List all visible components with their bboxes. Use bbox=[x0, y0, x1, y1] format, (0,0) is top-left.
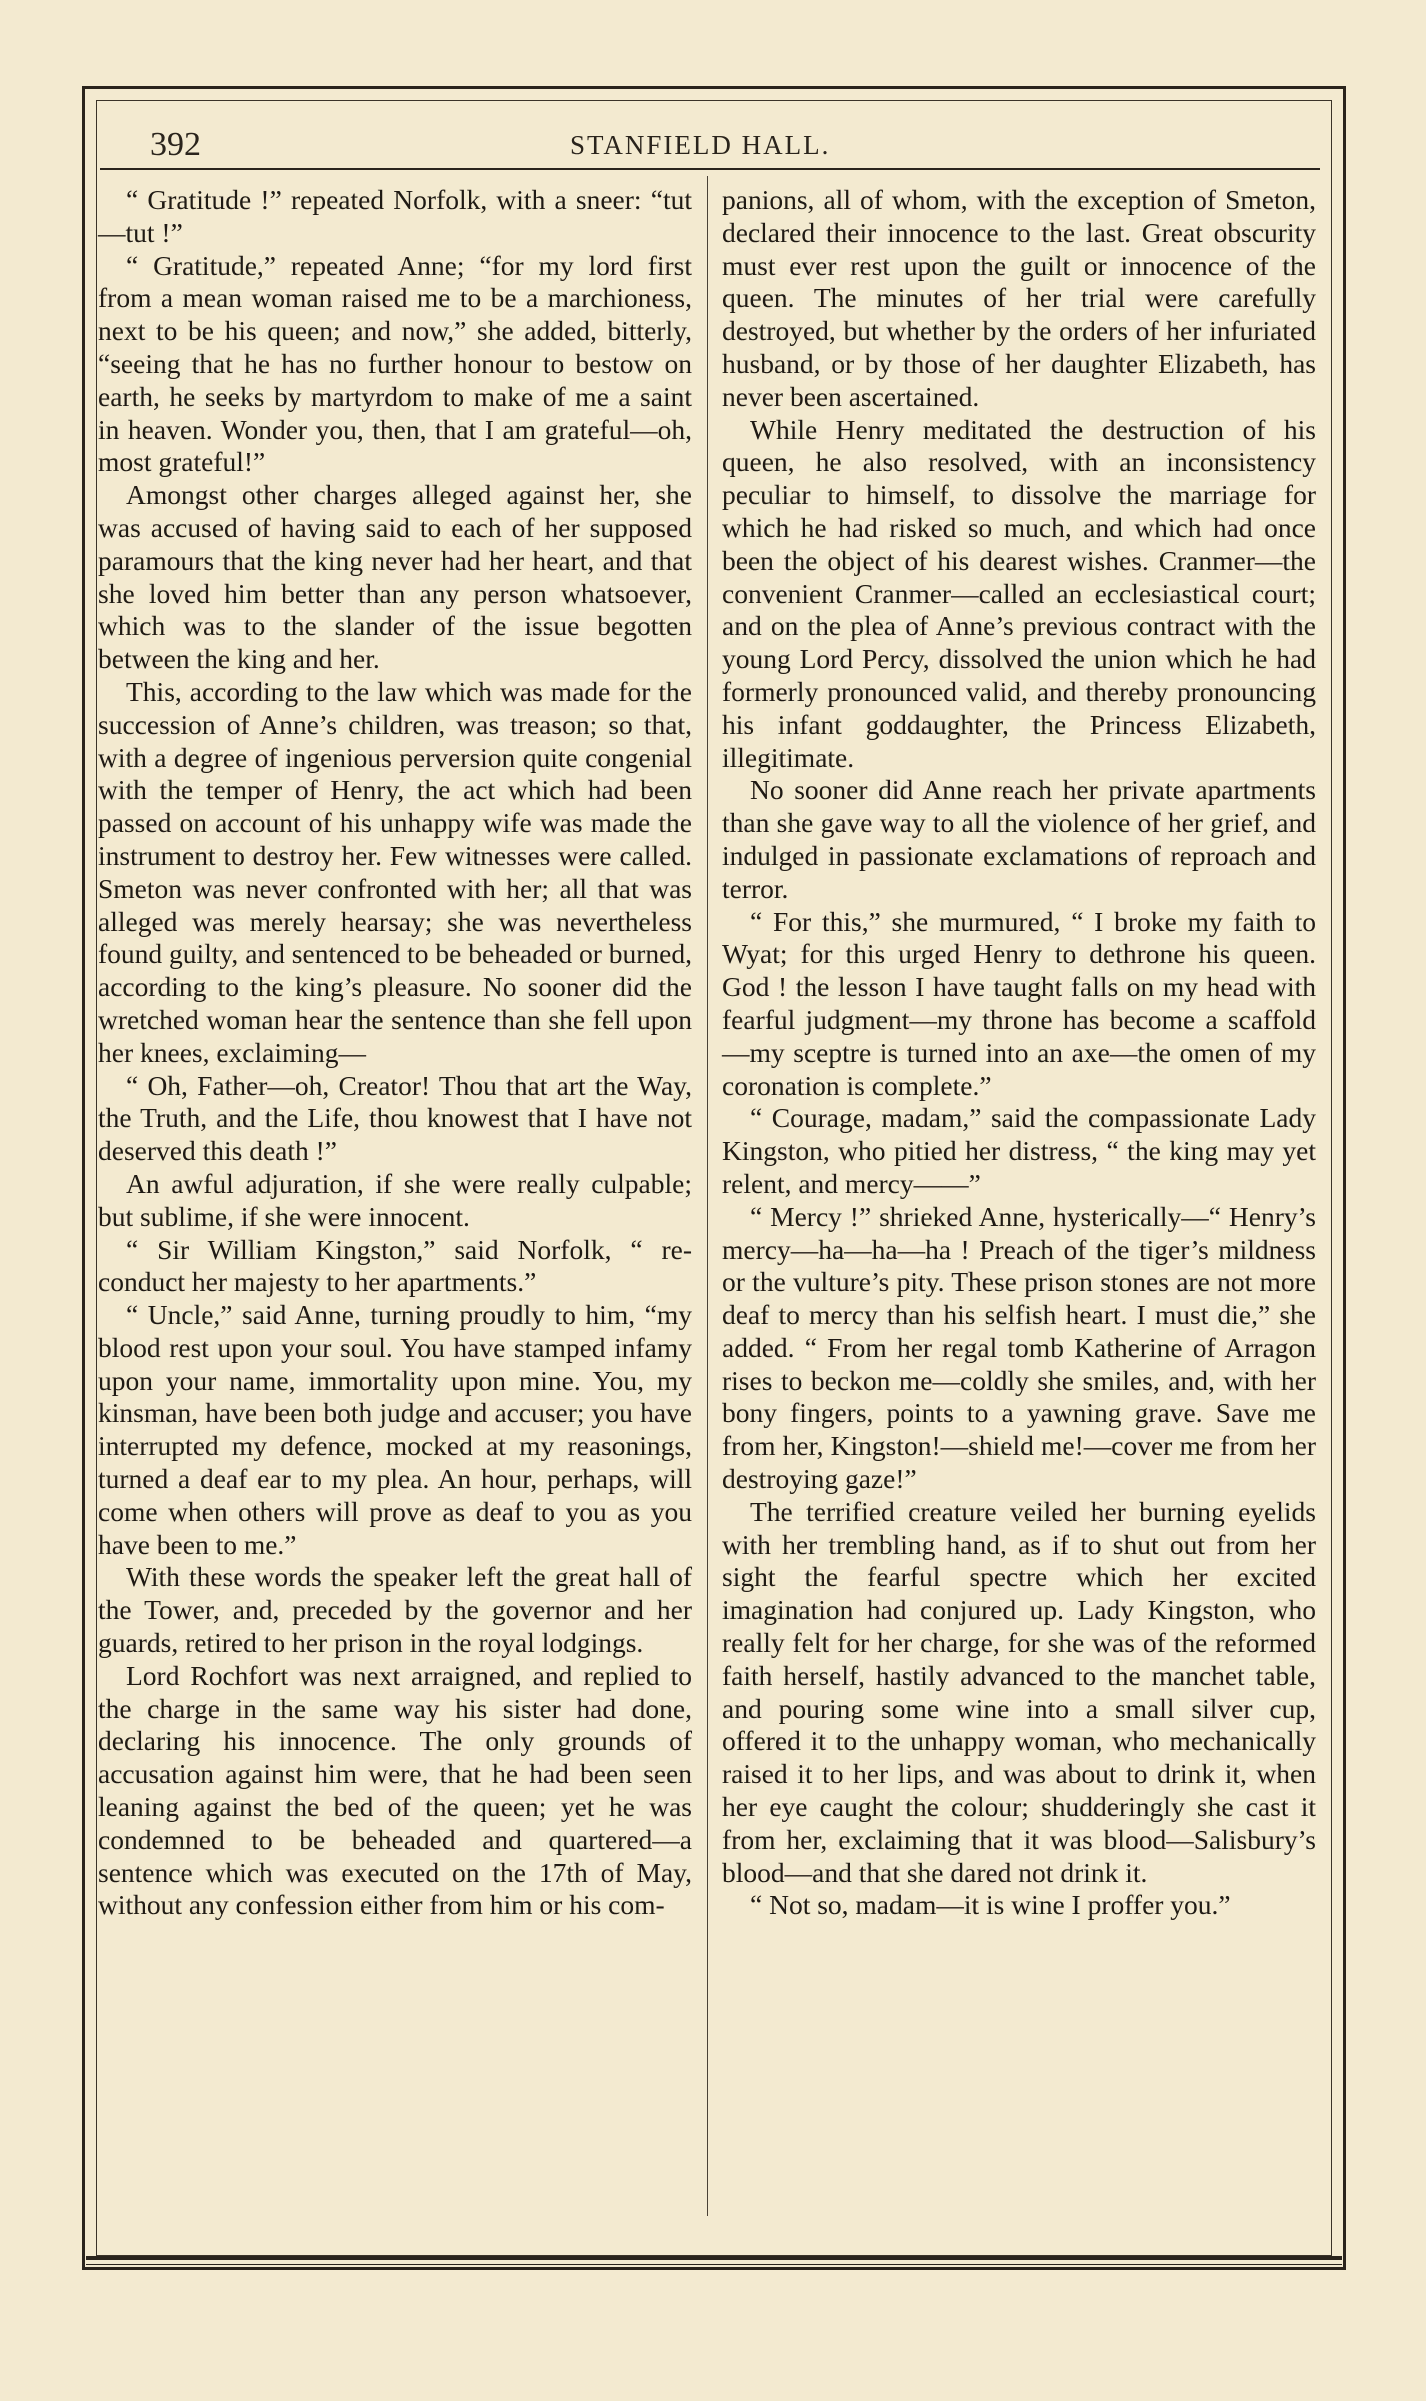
paragraph: No sooner did Anne reach her private apartments than she gave way to all the violence of her grief, and indulged in passionate exclamations of reproach and terror. bbox=[722, 774, 1316, 904]
right-column bbox=[722, 184, 1316, 1922]
page-header bbox=[150, 120, 1330, 164]
bottom-rule-thin bbox=[86, 2264, 1342, 2265]
paragraph: “ Courage, madam,” said the compassionate Lady Kingston, who pitied her distress, “ the king may yet relent, and mercy——” bbox=[722, 1102, 1316, 1199]
paragraph: While Henry meditated the destruction of his queen, he also resolved, with an inconsistency peculiar to himself, to dissolve the marriage for which he had risked so much, and which had once been the object of his dearest wishes. Cranmer—the convenient Cranmer—called an ecclesiastical court; and on the plea of Anne’s previous contract with the young Lord Percy, dissolved the union which he had formerly pronounced valid, and thereby pronouncing his infant goddaughter, the Princess Elizabeth, illegitimate. bbox=[722, 413, 1316, 773]
paragraph: “ Oh, Father—oh, Creator! Thou that art the Way, the Truth, and the Life, thou knowest that I have not deserved this death !” bbox=[98, 1069, 692, 1167]
paragraph: “ Gratitude,” repeated Anne; “for my lord first from a mean woman raised me to be a marchioness, next to be his queen; and now,” she added, bitterly, “seeing that he has no further honour to bestow on earth, he seeks by martyrdom to make of me a saint in heaven. Wonder you, then, that I am grateful—oh, most grateful!” bbox=[98, 249, 692, 478]
bottom-rule bbox=[86, 2256, 1342, 2260]
paragraph: panions, all of whom, with the exception of Smeton, declared their innocence to the last. Great obscurity must ever rest upon the guilt or innocence of the queen. The minutes of her trial were carefully destroyed, but whether by the orders of her infuriated husband, or by those of her daughter Elizabeth, has never been ascertained. bbox=[722, 184, 1316, 412]
column-divider bbox=[707, 176, 708, 2216]
paragraph: This, according to the law which was made for the succession of Anne’s children, was treason; so that, with a degree of ingenious perversion quite congenial with the temper of Henry, the act which had been passed on account of his unhappy wife was made the instrument to destroy her. Few witnesses were called. Smeton was never confronted with her; all that was alleged was merely hearsay; she was nevertheless found guilty, and sentenced to be beheaded or burned, according to the king’s pleasure. No sooner did the wretched woman hear the sentence than she fell upon her knees, exclaiming— bbox=[98, 675, 692, 1068]
left-column bbox=[98, 184, 692, 1922]
paragraph: Lord Rochfort was next arraigned, and replied to the charge in the same way his sister had done, declaring his innocence. The only grounds of accusation against him were, that he had been seen leaning against the bed of the queen; yet he was condemned to be beheaded and quartered—a sentence which was executed on the 17th of May, without any confession either from him or his com- bbox=[98, 1659, 692, 1921]
paragraph: “ For this,” she murmured, “ I broke my faith to Wyat; for this urged Henry to dethrone his queen. God ! the lesson I have taught falls on my head with fearful judgment—my throne has become a scaffold—my sceptre is turned into an axe—the omen of my coronation is complete.” bbox=[722, 905, 1316, 1101]
paragraph: “ Not so, madam—it is wine I proffer you.” bbox=[750, 1889, 1231, 1921]
header-rule bbox=[100, 168, 1320, 170]
paragraph: With these words the speaker left the great hall of the Tower, and, preceded by the governor and her guards, retired to her prison in the royal lodgings. bbox=[98, 1561, 692, 1659]
paragraph: “ Mercy !” shrieked Anne, hysterically—“ Henry’s mercy—ha—ha—ha ! Preach of the tiger’s mildness or the vulture’s pity. These prison stones are not more deaf to mercy than his selfish heart. I must die,” she added. “ From her regal tomb Katherine of Arragon rises to beckon me—coldly she smiles, and, with her bony fingers, points to a yawning grave. Save me from her, Kingston!—shield me!—cover me from her destroying gaze!” bbox=[722, 1200, 1316, 1495]
paragraph: Amongst other charges alleged against her, she was accused of having said to each of her supposed paramours that the king never had her heart, and that she loved him better than any person whatsoever, which was to the slander of the issue begotten between the king and her. bbox=[98, 479, 692, 675]
paragraph: “ Gratitude !” repeated Norfolk, with a sneer: “tut—tut !” bbox=[98, 184, 692, 248]
paragraph: The terrified creature veiled her burning eyelids with her trembling hand, as if to shut out from her sight the fearful spectre which her excited imagination had conjured up. Lady Kingston, who really felt for her charge, for she was of the reformed faith herself, hastily advanced to the manchet table, and pouring some wine into a small silver cup, offered it to the unhappy woman, who mechanically raised it to her lips, and was about to drink it, when her eye caught the colour; shudderingly she cast it from her, exclaiming that it was blood—Salisbury’s blood—and that she dared not drink it. bbox=[722, 1495, 1316, 1888]
paragraph: “ Uncle,” said Anne, turning proudly to him, “my blood rest upon your soul. You have stamped infamy upon your name, immortality upon mine. You, my kinsman, have been both judge and accuser; you have interrupted my defence, mocked at my reasonings, turned a deaf ear to my plea. An hour, perhaps, will come when others will prove as deaf to you as you have been to me.” bbox=[98, 1299, 692, 1560]
paragraph: An awful adjuration, if she were really culpable; but sublime, if she were innocent. bbox=[98, 1167, 692, 1232]
page-number: 392 bbox=[150, 126, 201, 163]
running-title: STANFIELD HALL. bbox=[570, 130, 831, 160]
paragraph: “ Sir William Kingston,” said Norfolk, “ re-conduct her majesty to her apartments.” bbox=[98, 1233, 692, 1298]
